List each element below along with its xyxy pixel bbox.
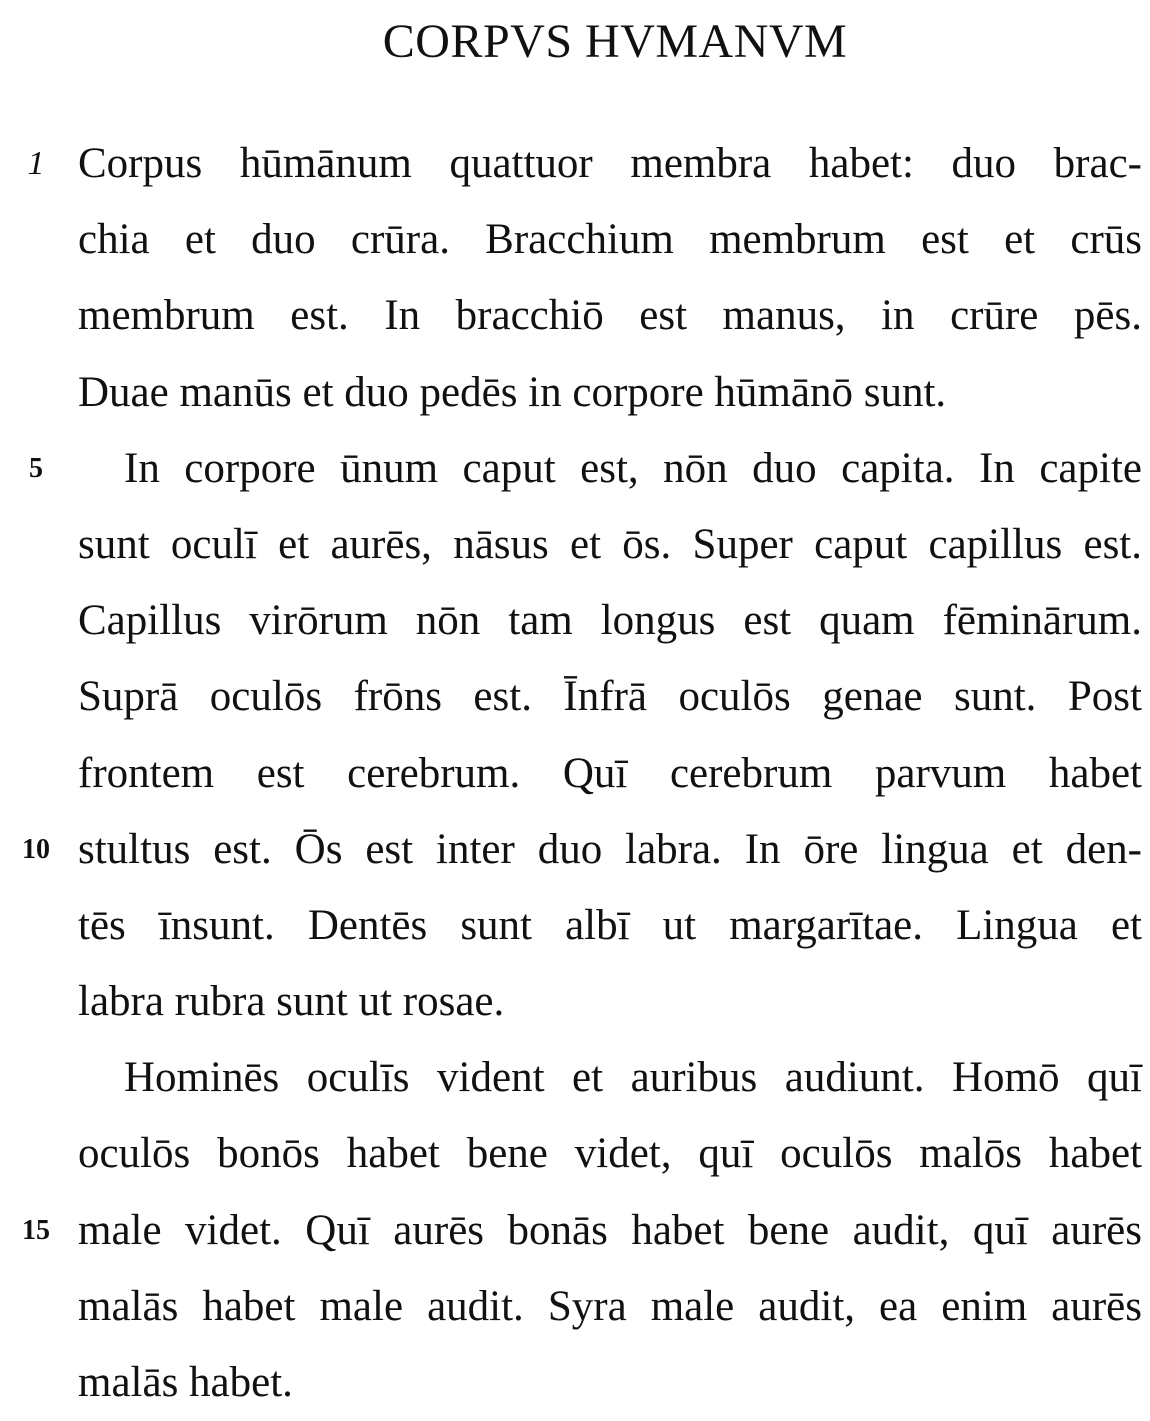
text-line	[78, 888, 1142, 964]
line-text: male videt. Quī aurēs bonās habet bene audit, quī aurēs	[78, 1206, 1142, 1254]
text-line	[78, 1345, 1142, 1421]
text-line	[29, 431, 1142, 507]
line-text: Hominēs oculīs vident et auribus audiunt. Homō quī	[124, 1054, 1142, 1102]
line-text: sunt oculī et aurēs, nāsus et ōs. Super caput capillus est.	[78, 520, 1142, 568]
text-line	[78, 736, 1142, 812]
line-text: membrum est. In bracchiō est manus, in crūre pēs.	[78, 292, 1142, 340]
line-number: 1	[27, 145, 45, 182]
line-number: 5	[29, 452, 43, 484]
line-text: Suprā oculōs frōns est. Īnfrā oculōs genae sunt. Post	[78, 673, 1142, 721]
text-line	[78, 202, 1142, 278]
text-line	[78, 583, 1142, 659]
line-text: Capillus virōrum nōn tam longus est quam fēminārum.	[78, 597, 1142, 645]
text-line	[78, 1269, 1142, 1345]
line-text: frontem est cerebrum. Quī cerebrum parvum habet	[78, 749, 1142, 797]
text-line	[78, 507, 1142, 583]
line-text: tēs īnsunt. Dentēs sunt albī ut margarītae. Lingua et	[78, 901, 1142, 949]
text-line	[27, 126, 1142, 202]
line-text: Corpus hūmānum quattuor membra habet: duo brac-	[78, 140, 1142, 187]
text-line	[78, 355, 1142, 431]
line-text: stultus est. Ōs est inter duo labra. In ōre lingua et den-	[78, 825, 1142, 873]
line-text: malās habet.	[78, 1359, 293, 1406]
line-text: chia et duo crūra. Bracchium membrum est et crūs	[78, 216, 1142, 264]
text-line	[22, 812, 1142, 888]
line-number: 10	[22, 833, 50, 865]
text-line	[78, 1116, 1142, 1192]
text-line	[78, 1040, 1142, 1116]
latin-text	[22, 126, 1142, 1421]
text-line	[78, 278, 1142, 354]
line-text: In corpore ūnum caput est, nōn duo capita. In capite	[124, 444, 1142, 492]
text-line	[78, 659, 1142, 735]
text-line	[78, 964, 1142, 1040]
line-text: oculōs bonōs habet bene videt, quī oculōs malōs habet	[78, 1130, 1142, 1178]
line-text: Duae manūs et duo pedēs in corpore hūmānō sunt.	[78, 368, 947, 416]
text-line	[22, 1193, 1142, 1269]
chapter-title: CORPVS HVMANVM	[382, 15, 848, 68]
line-text: malās habet male audit. Syra male audit, ea enim aurēs	[78, 1282, 1142, 1330]
line-text: labra rubra sunt ut rosae.	[78, 978, 505, 1026]
line-number: 15	[22, 1214, 50, 1246]
